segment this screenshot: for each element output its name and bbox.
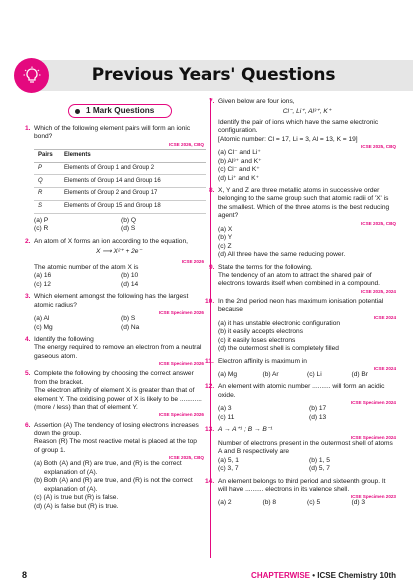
option: (c) Mg [34,323,53,331]
exam-tag: ICSE Specimen 2026 [158,361,204,367]
question-number: 10. [205,297,215,305]
option: (c) (A) is true but (R) is false. [34,494,119,502]
question-text: Number of electrons present in the outermost shell of atoms A and B respectively are [218,439,393,456]
option: (d) 14 [121,280,139,288]
option: (d) Na [121,323,140,331]
option: (d) 5, 7 [309,465,330,473]
option: (a) Both (A) and (R) are true, and (R) is the correct explanation of (A). [34,460,182,476]
section-banner [14,60,413,91]
column-divider [210,98,211,558]
option: (d) S [121,225,136,233]
table-row [34,188,206,201]
option: (c) Li [307,371,322,379]
question-number: 6. [25,421,31,429]
option: (b) Both (A) and (R) are true, and (R) is not the correct explanation of (A). [34,477,193,493]
option: (c) 3, 7 [218,465,239,473]
options [218,499,396,507]
question-6 [25,421,204,511]
option: (b) Y [218,234,233,242]
question-subtext: Identify the pair of ions which have the same electronic configuration. [218,118,379,135]
option: (b) Al³⁺ and K⁺ [218,157,262,165]
question-text: Electron affinity is maximum in [218,357,307,365]
pairs-table [34,149,206,214]
option: (b) Ar [262,371,279,379]
option: (c) 5 [307,499,321,507]
exam-tag: ICSE 2025, CBQ [361,220,396,226]
question-number: 11. [205,357,214,365]
table-cell: S [34,201,60,214]
question-3 [25,293,204,332]
question-9 [209,263,396,294]
question-number: 4. [25,335,31,343]
question-10 [205,297,396,354]
exam-tag: ICSE 2025, CBQ [361,144,396,150]
question-number: 12. [205,383,215,391]
option: (c) 11 [218,413,235,421]
question-14 [205,477,396,508]
exam-tag: ICSE 2026 [181,258,204,264]
option: (d) 13 [309,413,327,421]
option: (d) (A) is false but (R) is true. [34,502,119,510]
exam-tag: ICSE Specimen 2026 [158,412,204,418]
exam-tag: ICSE Specimen 2024 [350,434,396,440]
exam-tag: ICSE Specimen 2023 [350,494,396,500]
table-row [34,162,206,175]
option: (a) Mg [218,371,238,379]
footer-brand [251,571,396,581]
question-subtext: The atomic number of the atom X is [34,263,139,271]
table-header: Pairs [34,149,60,162]
left-column [25,100,204,515]
right-column [205,98,396,512]
question-4 [25,335,204,367]
exam-tag: ICSE 2024 [373,314,396,320]
option: (b) 10 [121,272,139,280]
exam-tag: ICSE 2024 [373,366,396,371]
option: (a) X [218,225,233,233]
question-subtext: The electron affinity of element X is greater than that of element Y. The oxidising power of X is likely to be ............ (more / less) than that of element Y. [34,387,202,412]
question-text: Identify the following [34,335,94,343]
question-text: An atom of X forms an ion according to the equation, [34,237,188,245]
option: (a) Al [34,315,50,323]
page-title: Previous Years' Questions [91,65,336,85]
option: (b) 17 [309,405,327,413]
footer-separator: • [312,571,316,580]
table-cell: Elements of Group 14 and Group 16 [60,175,206,188]
option: (b) 8 [262,499,277,507]
options [34,272,204,289]
question-text: Given below are four ions, [218,98,295,105]
equation: X ⟶ X²⁺ + 2e⁻ [96,248,142,256]
book-title: ICSE Chemistry 10th [317,571,396,580]
equation: A → A⁺¹ ; B → B⁻¹ [218,426,273,434]
brand-name: CHAPTERWISE [251,571,311,580]
option: (b) S [121,315,136,323]
option: (a) 2 [218,499,232,507]
question-number: 5. [25,370,31,378]
question-number: 2. [25,237,31,245]
table-cell: Elements of Group 1 and Group 2 [60,162,206,175]
option: (d) Li⁺ and K⁺ [218,174,260,182]
table-cell: Elements of Group 2 and Group 17 [60,188,206,201]
question-1 [25,125,204,234]
option: (d) 3 [351,499,366,507]
options [218,457,396,474]
question-5 [25,370,204,418]
option: (a) it has unstable electronic configuration [218,319,341,327]
ions-list: Cl⁻, Li⁺, Al³⁺, K⁺ [282,108,332,116]
question-text: Which of the following element pairs will form an ionic bond? [34,125,191,141]
exam-tag: ICSE Specimen 2024 [350,400,396,406]
option: (a) Cl⁻ and Li⁺ [218,149,261,157]
question-12 [205,383,396,422]
reason-text: Reason (R) The most reactive metal is placed at the top of group 1. [34,438,197,454]
page-number: 8 [22,570,28,580]
question-text: State the terms for the following. [218,263,313,271]
section-label [68,104,172,118]
question-number: 3. [25,293,31,301]
table-cell: R [34,188,60,201]
option: (c) R [34,225,49,233]
question-text: In the 2nd period neon has maximum ionisation potential because [218,297,384,314]
option: (d) All three have the same reducing power. [218,251,346,259]
question-2 [25,237,204,289]
exam-tag: ICSE 2026, CBQ [169,141,204,147]
option: (a) 16 [34,272,52,280]
section-label-text: 1 Mark Questions [86,105,155,115]
table-row [34,175,206,188]
question-hint: [Atomic number: Cl = 17, Li = 3, Al = 13, K = 19] [218,135,358,143]
question-8 [209,186,396,260]
options [218,371,396,379]
option: (c) Cl⁻ and K⁺ [218,166,260,174]
question-11 [205,357,396,380]
question-text: Complete the following by choosing the correct answer from the bracket. [34,370,194,386]
option: (c) Z [218,242,232,250]
question-text: An element belongs to third period and sixteenth group. It will have .......... electrons in its valence shell. [218,477,386,493]
question-subtext: The energy required to remove an electron from a neutral gaseous atom. [34,344,202,360]
question-text: Which element amongst the following has the largest atomic radius? [34,293,189,309]
table-header: Elements [60,149,206,162]
question-text: An element with atomic number .......... will form an acidic oxide. [218,383,385,399]
question-text: X, Y and Z are three metallic atoms in successive order belonging to the same group such that atomic radii of 'X' is the smallest. Which of the three atoms is the best reducing agent? [218,186,390,220]
option: (a) 3 [218,405,232,413]
question-number: 1. [25,125,31,132]
option: (a) P [34,217,49,225]
option: (b) it easily accepts electrons [218,328,304,336]
question-number: 7. [209,98,215,105]
question-number: 9. [209,263,215,271]
table-row [34,201,206,214]
exam-tag: ICSE Specimen 2026 [158,310,204,316]
exam-tag: ICSE 2025, CBQ [169,455,204,461]
option: (c) it easily loses electrons [218,336,296,344]
option: (d) Br [351,371,368,379]
bullet-icon [75,109,80,114]
question-7 [209,98,396,183]
option: (b) 1, 5 [309,456,330,464]
assertion-text: Assertion (A) The tendency of losing electrons increases down the group. [34,421,199,437]
question-number: 14. [205,477,215,485]
option: (b) Q [121,217,137,225]
option: (a) 5, 1 [218,456,239,464]
options [218,405,396,422]
options [34,217,204,234]
question-number: 13. [205,426,215,434]
question-13 [205,426,396,473]
option: (d) the outermost shell is completely filled [218,345,339,353]
options [34,315,204,332]
table-cell: Elements of Group 15 and Group 18 [60,201,206,214]
option: (c) 12 [34,280,51,288]
table-cell: Q [34,175,60,188]
table-cell: P [34,162,60,175]
exam-tag: ICSE 2025, 2024 [361,288,396,294]
question-subtext: The tendency of an atom to attract the shared pair of electrons towards itself when combined in a compound. [218,271,381,288]
question-number: 8. [209,186,215,194]
